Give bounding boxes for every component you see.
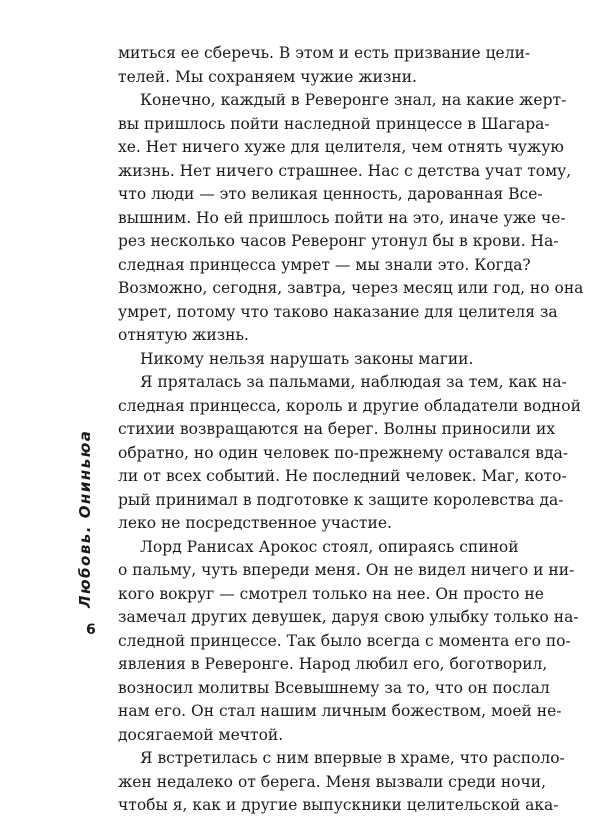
text-line: явления в Реверонге. Народ любил его, боготворил, [118, 655, 548, 673]
text-line: Я встретилась с ним впервые в храме, что располо- [140, 749, 565, 767]
text-line: нам его. Он стал нашим личным божеством, моей не- [118, 702, 562, 720]
text-line: миться ее сберечь. В этом и есть призвание цели- [118, 44, 531, 62]
text-line: Конечно, каждый в Реверонге знал, на какие жерт- [140, 91, 567, 109]
text-line: ли от всех событий. Не последний человек. Маг, кото- [118, 467, 567, 485]
paragraph-6 [118, 747, 565, 818]
text-line: что люди — это великая ценность, дарованная Все- [118, 185, 543, 203]
text-line: жизнь. Нет ничего страшнее. Нас с детства учат тому, [118, 161, 572, 180]
paragraph-4 [118, 371, 581, 536]
text-line: досягаемой мечтой. [118, 725, 284, 744]
paragraph-5 [118, 536, 579, 748]
text-line: Никому нельзя нарушать законы магии. [140, 349, 474, 368]
text-line: Возможно, сегодня, завтра, через месяц или год, но она [118, 279, 584, 297]
text-line: отнятую жизнь. [118, 326, 249, 344]
text-line: следная принцесса умрет — мы знали это. Когда? [118, 255, 531, 274]
page-text [118, 42, 584, 818]
text-line: возносил молитвы Всевышнему за то, что он послал [118, 678, 550, 697]
paragraph-1 [118, 42, 531, 89]
text-line: умрет, потому что таково наказание для целителя за [118, 302, 558, 321]
text-line: о пальму, чуть впереди меня. Он не видел ничего и ни- [118, 561, 575, 579]
text-line: кого вокруг — смотрел только на нее. Он просто не [118, 584, 544, 603]
text-line: чтобы я, как и другие выпускники целительской ака- [118, 796, 559, 814]
text-line: хе. Нет ничего хуже для целителя, чем отнять чужую [118, 138, 564, 156]
running-title: Любовь. Ониньюа [76, 429, 94, 608]
text-line: леко не посредственное участие. [118, 514, 392, 532]
page-number: 6 [86, 622, 96, 638]
text-line: жен недалеко от берега. Меня вызвали среди ночи, [118, 772, 547, 791]
text-line: вышним. Но ей пришлось пойти на это, иначе уже че- [118, 208, 566, 227]
text-line: рый принимал в подготовке к защите королевства да- [118, 490, 564, 509]
text-line: стихии возвращаются на берег. Волны приносили их [118, 420, 556, 438]
text-line: рез несколько часов Реверонг утонул бы в крови. На- [118, 232, 559, 250]
paragraph-3 [118, 348, 506, 372]
paragraph-2 [118, 89, 584, 348]
text-line: следной принцессе. Так было всегда с момента его по- [118, 631, 571, 650]
text-line: Лорд Ранисах Арокос стоял, опираясь спиной [140, 537, 519, 556]
text-line: телей. Мы сохраняем чужие жизни. [118, 67, 417, 86]
text-line: Я пряталась за пальмами, наблюдая за тем, как на- [140, 373, 567, 391]
text-line: обратно, но один человек по-прежнему оставался вда- [118, 443, 569, 462]
text-line: следная принцесса, король и другие обладатели водной [118, 396, 581, 415]
text-line: вы пришлось пойти наследной принцессе в Шагара- [118, 114, 550, 133]
text-line: замечал других девушек, даруя свою улыбку только на- [118, 608, 579, 626]
